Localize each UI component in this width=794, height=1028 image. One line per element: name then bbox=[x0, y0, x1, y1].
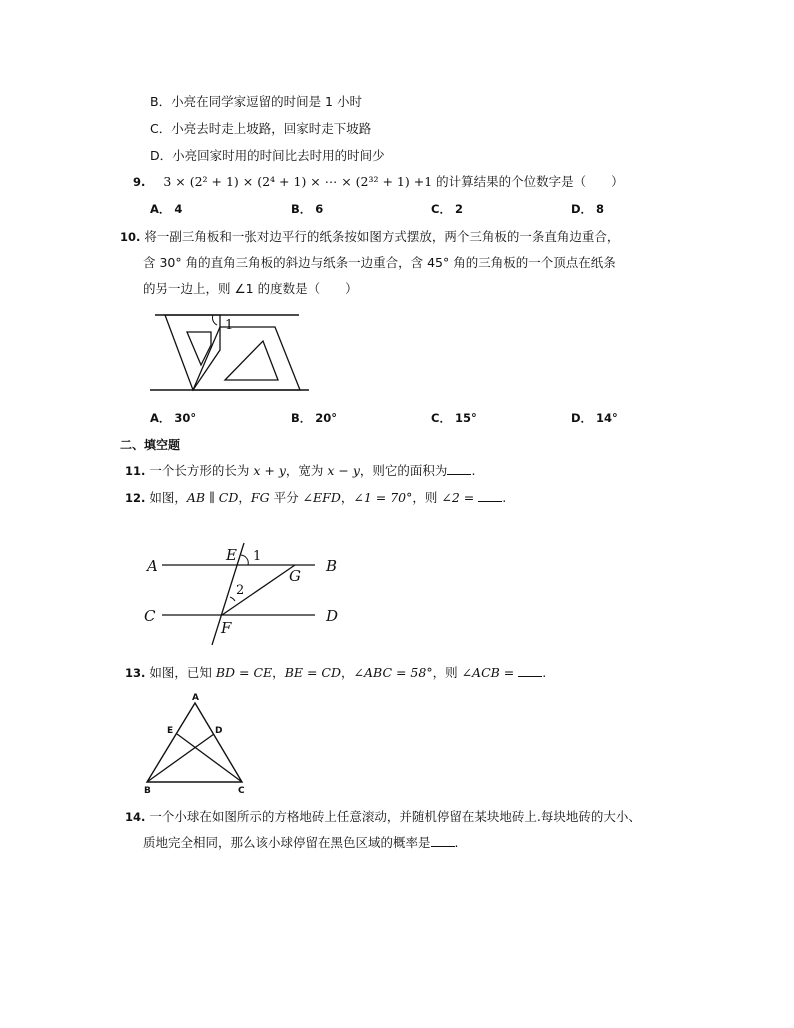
q12-label-d: D bbox=[326, 607, 339, 625]
q10-line-1 bbox=[120, 229, 619, 245]
q9-stem bbox=[133, 174, 624, 190]
q12-number: 12. bbox=[125, 491, 146, 505]
q13-text-4: ，则 bbox=[432, 665, 462, 680]
q13-period: . bbox=[542, 665, 547, 680]
q14-text-1: 一个小球在如图所示的方格地砖上任意滚动，并随机停留在某块地砖上.每块地砖的大小、 bbox=[149, 809, 641, 824]
q12-label-a: A bbox=[147, 557, 158, 575]
q12-label-c: C bbox=[144, 607, 156, 625]
q14-line-2 bbox=[143, 835, 459, 851]
q9-option-d: D． 8 bbox=[571, 202, 605, 216]
q13-bd-ce: BD = CE bbox=[215, 665, 273, 680]
q13-label-c: C bbox=[238, 786, 245, 796]
q13-answer-blank[interactable] bbox=[518, 665, 542, 677]
q14-period: . bbox=[454, 835, 459, 850]
q12-label-e: E bbox=[226, 546, 237, 564]
q10-option-b: B． 20° bbox=[291, 411, 338, 425]
q13-text-3: ， bbox=[341, 665, 354, 680]
q12-stem bbox=[125, 490, 506, 506]
q10-option-c: C． 15° bbox=[431, 411, 477, 425]
q10-line-3: 的另一边上，则 ∠1 的度数是（ ） bbox=[143, 281, 358, 296]
q13-stem bbox=[125, 665, 546, 681]
q11-text-3: ，则它的面积为 bbox=[359, 463, 448, 478]
q12-label-b: B bbox=[326, 557, 338, 575]
q9-option-a: A． 4 bbox=[150, 202, 183, 216]
q13-label-d: D bbox=[215, 726, 223, 736]
q13-label-b: B bbox=[144, 786, 151, 796]
q11-period: . bbox=[471, 463, 476, 478]
q12-period: . bbox=[502, 490, 507, 505]
q11-width: x − y bbox=[327, 463, 360, 478]
q12-label-g: G bbox=[289, 567, 301, 585]
q13-be-cd: BE = CD bbox=[284, 665, 342, 680]
q14-text-2: 质地完全相同，那么该小球停留在黑色区域的概率是 bbox=[143, 835, 431, 850]
q9-expression: 3 × (2² + 1) × (2⁴ + 1) × ⋯ × (2³² + 1) +1 bbox=[163, 174, 433, 189]
q12-angle-1: ∠1 = 70° bbox=[353, 490, 413, 505]
q8-option-c: C．小亮去时走上坡路，回家时走下坡路 bbox=[150, 121, 372, 136]
q11-text-2: ，宽为 bbox=[285, 463, 328, 478]
q12-label-angle-1: 1 bbox=[253, 549, 262, 564]
q12-label-angle-2: 2 bbox=[236, 583, 245, 598]
q10-figure-triangle-boards bbox=[145, 305, 315, 400]
q12-answer-blank[interactable] bbox=[478, 490, 502, 502]
q13-label-e: E bbox=[167, 726, 174, 736]
q11-number: 11. bbox=[125, 464, 146, 478]
q9-option-b: B． 6 bbox=[291, 202, 324, 216]
q12-parallel: AB ∥ CD bbox=[186, 490, 239, 505]
q11-text-1: 一个长方形的长为 bbox=[149, 463, 254, 478]
q10-number: 10. bbox=[120, 230, 141, 244]
q12-figure-parallel-lines bbox=[140, 543, 350, 648]
q10-option-d: D． 14° bbox=[571, 411, 618, 425]
q12-fg: FG bbox=[250, 490, 270, 505]
q10-line-2: 含 30° 角的直角三角板的斜边与纸条一边重合，含 45° 角的三角板的一个顶点在纸条 bbox=[143, 255, 616, 270]
q12-text-2: ， bbox=[238, 490, 251, 505]
q12-text-3: 平分 bbox=[269, 490, 303, 505]
q8-option-d: D．小亮回家时用的时间比去时用的时间少 bbox=[150, 148, 385, 163]
q11-answer-blank[interactable] bbox=[447, 463, 471, 475]
q14-line-1 bbox=[125, 809, 641, 825]
q10-text-1: 将一副三角板和一张对边平行的纸条按如图方式摆放，两个三角板的一条直角边重合， bbox=[144, 229, 620, 244]
q13-text-1: 如图，已知 bbox=[149, 665, 216, 680]
q12-text-5: ，则 bbox=[412, 490, 442, 505]
q12-text-4: ， bbox=[340, 490, 354, 505]
q12-angle-efd: ∠EFD bbox=[302, 490, 341, 505]
q9-stem-text: 的计算结果的个位数字是（ ） bbox=[432, 174, 624, 189]
q12-angle-2: ∠2 = bbox=[441, 490, 475, 505]
q14-answer-blank[interactable] bbox=[431, 835, 455, 847]
q13-angle-abc: ∠ABC = 58° bbox=[353, 665, 433, 680]
q13-number: 13. bbox=[125, 666, 146, 680]
q8-option-b: B．小亮在同学家逗留的时间是 1 小时 bbox=[150, 94, 362, 109]
q11-length: x + y bbox=[253, 463, 286, 478]
q13-text-2: ， bbox=[272, 665, 285, 680]
q10-angle-label: 1 bbox=[225, 318, 234, 333]
q12-label-f: F bbox=[221, 619, 232, 637]
q14-number: 14. bbox=[125, 810, 146, 824]
q11-stem bbox=[125, 463, 475, 479]
q13-angle-acb: ∠ACB = bbox=[461, 665, 515, 680]
q9-option-c: C． 2 bbox=[431, 202, 463, 216]
q13-figure-triangle bbox=[140, 690, 255, 795]
q12-text-1: 如图， bbox=[149, 490, 187, 505]
q13-label-a: A bbox=[192, 693, 199, 703]
q9-number: 9. bbox=[133, 175, 146, 189]
section-heading: 二、填空题 bbox=[120, 438, 181, 452]
q10-option-a: A． 30° bbox=[150, 411, 197, 425]
